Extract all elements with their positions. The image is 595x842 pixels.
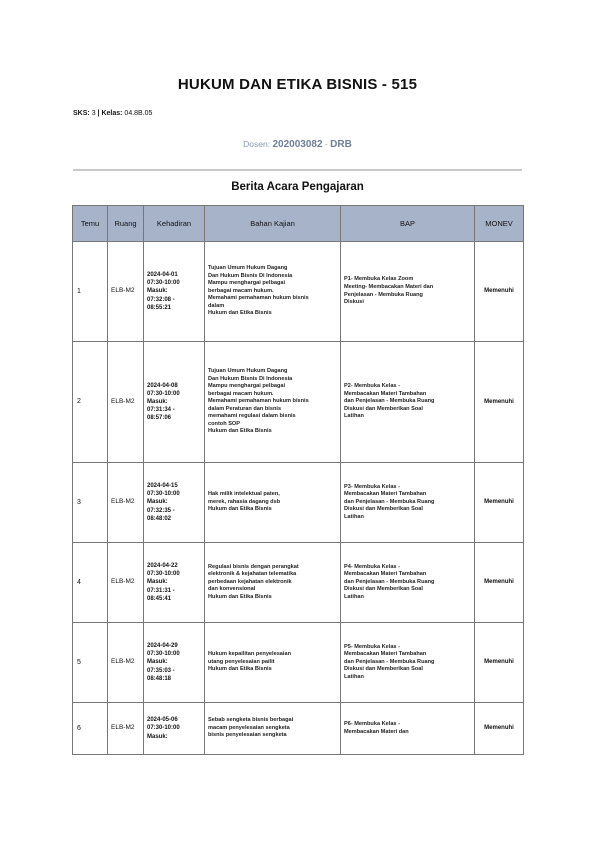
bap-line: P6- Membuka Kelas - [344, 720, 400, 727]
kehadiran-line: 08:45:41 [147, 595, 172, 602]
cell-bap [341, 342, 475, 463]
table-row [73, 623, 524, 703]
cell-bahan-kajian [205, 543, 341, 623]
cell-bap [341, 463, 475, 543]
bap-line: Membacakan Materi Tambahan [344, 651, 427, 658]
kelas-value: 04.8B.05 [124, 110, 153, 117]
bahan-line: Sebab sengketa bisnis berbagai [208, 717, 294, 724]
col-header-kehadiran: Kehadiran [144, 206, 205, 242]
bap-line: Membacakan Materi Tambahan [344, 491, 427, 498]
kehadiran-line: 2024-04-08 [147, 382, 178, 389]
bahan-line: dalam Peraturan dan bisnis [208, 405, 282, 412]
cell-temu: 5 [73, 623, 108, 703]
bap-line: Latihan [344, 413, 364, 420]
bap-line: Membacakan Materi Tambahan [344, 571, 427, 578]
cell-monev: Memenuhi [475, 463, 524, 543]
kehadiran-line: 07:30-10:00 [147, 280, 180, 287]
cell-bahan-kajian [205, 623, 341, 703]
cell-bahan-kajian [205, 242, 341, 342]
kehadiran-line: 08:57:06 [147, 415, 172, 422]
kehadiran-line: 08:55:21 [147, 304, 172, 311]
bap-line: P2- Membuka Kelas - [344, 383, 400, 390]
bahan-line: Regulasi bisnis dengan perangkat [208, 563, 299, 570]
bap-line: dan Penjelasan - Membuka Ruang [344, 498, 435, 505]
table-header-row [73, 206, 524, 242]
dosen-label: Dosen: [243, 139, 271, 149]
cell-ruang: ELB-M2 [108, 623, 144, 703]
cell-monev: Memenuhi [475, 623, 524, 703]
dosen-separator: - [324, 139, 328, 149]
bap-line: dan Penjelasan - Membuka Ruang [344, 398, 435, 405]
cell-kehadiran [144, 623, 205, 703]
cell-ruang: ELB-M2 [108, 342, 144, 463]
bap-line: Membacakan Materi dan [344, 728, 409, 735]
bahan-line: Hukum kepailitan penyelesaian [208, 651, 292, 658]
table-row [73, 242, 524, 342]
cell-bap [341, 242, 475, 342]
kehadiran-line: 07:31:34 - [147, 407, 175, 414]
col-header-bap: BAP [341, 206, 475, 242]
kehadiran-line: 07:35:03 - [147, 667, 175, 674]
cell-bahan-kajian [205, 463, 341, 543]
bahan-line: dan konvensional [208, 586, 256, 593]
kehadiran-line: 07:30-10:00 [147, 491, 180, 498]
cell-ruang: ELB-M2 [108, 543, 144, 623]
col-header-temu: Temu [73, 206, 108, 242]
kehadiran-line: 07:30-10:00 [147, 725, 180, 732]
dosen-name: DRB [330, 139, 352, 150]
kehadiran-line: 2024-04-01 [147, 272, 178, 279]
bahan-line: dalam [208, 302, 225, 309]
kehadiran-line: Masuk: [147, 659, 168, 666]
course-meta [73, 110, 152, 117]
cell-temu: 6 [73, 703, 108, 755]
cell-ruang: ELB-M2 [108, 463, 144, 543]
bahan-line: utang penyelesaian pailit [208, 658, 275, 665]
bap-line: dan Penjelasan - Membuka Ruang [344, 658, 435, 665]
cell-kehadiran [144, 342, 205, 463]
sks-label: SKS: [73, 110, 90, 117]
kehadiran-line: 07:32:08 - [147, 296, 175, 303]
sks-value: 3 [91, 110, 96, 117]
cell-kehadiran [144, 242, 205, 342]
bap-line: P1- Membuka Kelas Zoom [344, 276, 414, 283]
bahan-line: bisnis penyelesaian sengketa [208, 732, 287, 739]
bahan-line: Mampu menghargai pelbagai [208, 280, 286, 287]
kehadiran-line: 2024-04-15 [147, 483, 178, 490]
kehadiran-line: 07:31:31 - [147, 587, 175, 594]
dosen-line [0, 139, 595, 150]
bahan-line: Hukum dan Etika Bisnis [208, 593, 272, 600]
bahan-line: Hukum dan Etika Bisnis [208, 666, 272, 673]
bap-line: dan Penjelasan - Membuka Ruang [344, 578, 435, 585]
cell-temu: 3 [73, 463, 108, 543]
bahan-line: berbagai macam hukum. [208, 390, 274, 397]
kehadiran-line: 07:30-10:00 [147, 571, 180, 578]
bap-line: Diskusi dan Memberikan Soal [344, 586, 423, 593]
bap-line: Diskusi dan Memberikan Soal [344, 506, 423, 513]
bahan-line: elektronik & kejahatan telematika [208, 571, 297, 578]
table-row [73, 463, 524, 543]
bahan-line: Dan Hukum Bisnis Di Indonesia [208, 375, 293, 382]
cell-monev: Memenuhi [475, 342, 524, 463]
bap-line: Membacakan Materi Tambahan [344, 390, 427, 397]
bahan-line: Hukum dan Etika Bisnis [208, 428, 272, 435]
kelas-label: | Kelas: [97, 110, 123, 117]
bahan-line: contoh SOP [208, 420, 241, 427]
bap-line: Penjelasan - Membuka Ruang [344, 291, 423, 298]
kehadiran-line: Masuk: [147, 733, 168, 740]
bap-line: P4- Membuka Kelas - [344, 563, 400, 570]
kehadiran-line: 2024-04-29 [147, 643, 178, 650]
dosen-code: 202003082 [272, 139, 323, 150]
cell-temu: 2 [73, 342, 108, 463]
cell-monev: Memenuhi [475, 543, 524, 623]
col-header-bahan-kajian: Bahan Kajian [205, 206, 341, 242]
bahan-line: Tujuan Umum Hukum Dagang [208, 265, 288, 272]
bahan-line: perbedaan kejahatan elektronik [208, 578, 292, 585]
cell-bap [341, 623, 475, 703]
bap-line: P3- Membuka Kelas - [344, 483, 400, 490]
kehadiran-line: Masuk: [147, 398, 168, 405]
cell-monev: Memenuhi [475, 703, 524, 755]
page-title: HUKUM DAN ETIKA BISNIS - 515 [177, 76, 418, 93]
bahan-line: Mampu menghargai pelbagai [208, 383, 286, 390]
bap-line: Diskusi [344, 299, 364, 306]
kehadiran-line: 08:48:18 [147, 675, 172, 682]
bahan-line: Memahami pemahaman hukum bisnis [208, 398, 309, 405]
bahan-line: macam penyelesaian sengketa [208, 724, 290, 731]
cell-monev: Memenuhi [475, 242, 524, 342]
cell-kehadiran [144, 543, 205, 623]
bahan-line: Hak milik intelektual paten, [208, 491, 280, 498]
kehadiran-line: 07:30-10:00 [147, 651, 180, 658]
kehadiran-line: 2024-04-22 [147, 563, 178, 570]
bap-line: Diskusi dan Memberikan Soal [344, 405, 423, 412]
cell-bap [341, 543, 475, 623]
cell-kehadiran [144, 703, 205, 755]
kehadiran-line: 2024-05-06 [147, 717, 178, 724]
kehadiran-line: 07:30-10:00 [147, 390, 180, 397]
cell-temu: 4 [73, 543, 108, 623]
bap-line: Meeting- Membacakan Materi dan [344, 283, 434, 290]
bap-line: Latihan [344, 513, 364, 520]
table-row [73, 703, 524, 755]
kehadiran-line: Masuk: [147, 288, 168, 295]
cell-bahan-kajian [205, 342, 341, 463]
table-row [73, 543, 524, 623]
bap-line: Diskusi dan Memberikan Soal [344, 666, 423, 673]
kehadiran-line: 08:48:02 [147, 515, 172, 522]
col-header-monev: MONEV [475, 206, 524, 242]
table-row [73, 342, 524, 463]
bap-line: P5- Membuka Kelas - [344, 643, 400, 650]
cell-ruang: ELB-M2 [108, 242, 144, 342]
bahan-line: Hukum dan Etika Bisnis [208, 506, 272, 513]
bahan-line: Tujuan Umum Hukum Dagang [208, 368, 288, 375]
cell-ruang: ELB-M2 [108, 703, 144, 755]
kehadiran-line: Masuk: [147, 499, 168, 506]
bahan-line: memahami regulasi dalam bisnis [208, 413, 296, 420]
kehadiran-line: 07:32:35 - [147, 507, 175, 514]
section-title: Berita Acara Pengajaran [231, 181, 364, 193]
cell-kehadiran [144, 463, 205, 543]
kehadiran-line: Masuk: [147, 579, 168, 586]
col-header-ruang: Ruang [108, 206, 144, 242]
cell-bahan-kajian [205, 703, 341, 755]
cell-temu: 1 [73, 242, 108, 342]
cell-bap [341, 703, 475, 755]
bahan-line: Memahami pemahaman hukum bisnis [208, 295, 309, 302]
bap-line: Latihan [344, 673, 364, 680]
bahan-line: Dan Hukum Bisnis Di Indonesia [208, 272, 293, 279]
bap-line: Latihan [344, 593, 364, 600]
divider [73, 169, 522, 171]
bahan-line: berbagai macam hukum. [208, 287, 274, 294]
bahan-line: Hukum dan Etika Bisnis [208, 310, 272, 317]
bahan-line: merek, rahasia dagang dsb [208, 498, 281, 505]
bap-table [72, 205, 524, 755]
